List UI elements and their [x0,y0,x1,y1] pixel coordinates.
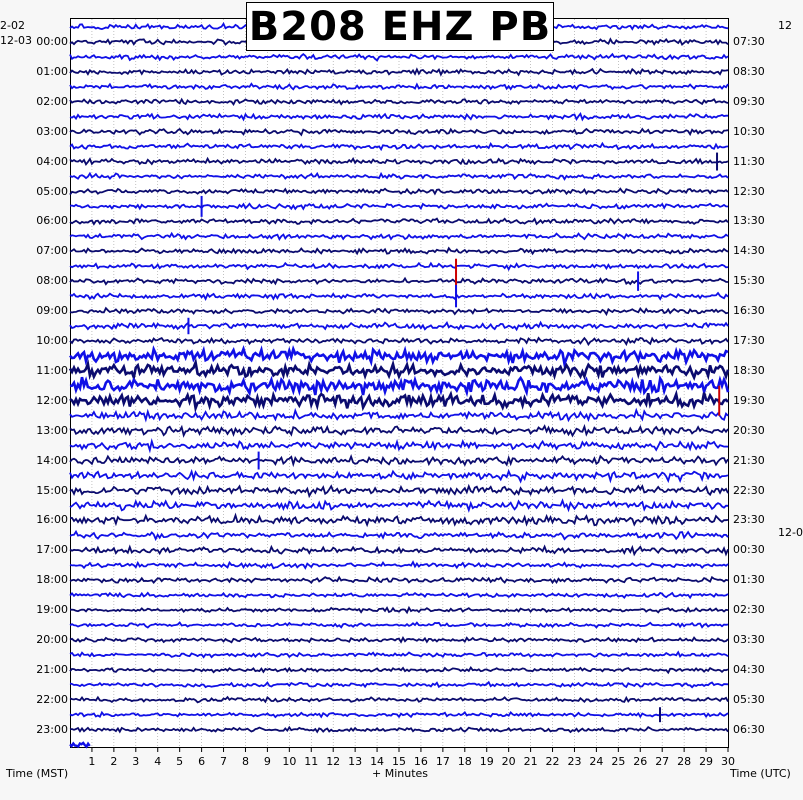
left-hour-label: 15:00 [36,483,68,497]
x-tick-label: 23 [567,755,582,768]
left-hour-label: 23:00 [36,722,68,736]
left-hour-label: 07:00 [36,244,68,258]
right-hour-label: 03:30 [733,633,765,646]
trace-row [70,727,728,732]
left-date-second: 12-03 [0,34,32,47]
x-tick-label: 18 [457,755,472,768]
x-tick-label: 4 [154,755,162,768]
x-tick-label: 19 [479,755,494,768]
left-hour-label: 12:00 [36,393,68,407]
right-hour-label: 11:30 [733,154,765,168]
right-date-mid: 12-0 [778,526,803,539]
x-tick-label: 30 [721,755,735,768]
left-hour-label: 06:00 [36,214,68,228]
x-tick-label: 28 [677,755,692,768]
right-hour-label: 23:30 [733,513,765,527]
x-tick-label: 5 [176,755,184,768]
right-date-top: 12 [778,19,792,32]
x-tick-label: 15 [392,755,406,768]
right-hour-label: 05:30 [733,692,765,706]
x-tick-label: 8 [241,755,249,768]
trace-row [70,515,728,525]
x-axis-title: + Minutes [372,767,429,780]
x-tick-label: 16 [413,755,428,768]
right-hour-label: 09:30 [733,94,765,108]
right-hour-label: 04:30 [733,662,765,676]
left-date-top: 2-02 [0,19,25,32]
trace-row [70,393,728,409]
left-hour-label: 19:00 [36,603,68,617]
right-hour-label: 18:30 [733,363,765,377]
left-hour-label: 18:00 [36,573,68,587]
left-hour-label: 08:00 [36,274,68,288]
x-tick-label: 2 [110,755,118,768]
right-hour-label: 00:30 [733,543,765,557]
x-tick-label: 21 [523,755,538,768]
trace-row [70,159,728,165]
left-hour-label: 11:00 [36,363,68,377]
left-hour-label: 05:00 [36,184,68,198]
trace-row [70,712,728,717]
station-title-box [246,2,554,51]
station-title: B208 EHZ PB [248,3,552,50]
x-tick-label: 27 [655,755,670,768]
left-hour-label: 04:00 [36,154,68,168]
x-tick-label: 1 [88,755,96,768]
right-hour-label: 06:30 [733,722,765,736]
x-tick-label: 7 [220,755,228,768]
left-axis-title: Time (MST) [6,767,69,780]
right-hour-label: 19:30 [733,393,765,407]
trace-row-partial [70,743,90,747]
right-hour-label: 20:30 [733,423,765,437]
right-axis-title: Time (UTC) [730,767,791,780]
x-tick-label: 9 [263,755,271,768]
right-hour-label: 08:30 [733,64,765,78]
left-hour-label: 14:00 [36,453,68,467]
right-hour-label: 21:30 [733,453,765,467]
x-tick-label: 29 [699,755,714,768]
x-tick-label: 22 [545,755,560,768]
right-hour-label: 02:30 [733,603,765,617]
x-tick-label: 17 [435,755,450,768]
right-hour-label: 16:30 [733,304,765,318]
left-hour-label: 13:00 [36,423,68,437]
trace-row [70,638,728,643]
right-hour-label: 01:30 [733,573,765,587]
left-hour-label: 00:00 [36,35,68,48]
right-hour-label: 13:30 [733,214,765,228]
left-hour-label: 03:00 [36,124,68,138]
right-hour-label: 15:30 [733,274,765,288]
left-hour-label: 21:00 [36,662,68,676]
left-hour-label: 20:00 [36,633,68,646]
x-tick-label: 26 [633,755,648,768]
x-tick-label: 6 [198,755,206,768]
trace-row [70,144,728,150]
x-tick-label: 20 [501,755,516,768]
x-tick-label: 12 [326,755,341,768]
x-tick-label: 3 [132,755,140,768]
left-hour-label: 01:00 [36,64,68,78]
x-tick-label: 25 [611,755,626,768]
left-hour-label: 22:00 [36,692,68,706]
right-hour-label: 22:30 [733,483,765,497]
trace-row [70,623,728,628]
x-tick-label: 24 [589,755,604,768]
x-tick-label: 10 [282,755,297,768]
x-tick-label: 11 [304,755,319,768]
right-hour-label: 12:30 [733,184,765,198]
left-hour-label: 10:00 [36,334,68,347]
x-tick-label: 13 [348,755,363,768]
right-hour-label: 10:30 [733,124,765,138]
right-hour-label: 17:30 [733,334,765,347]
trace-row [70,562,728,568]
trace-row [70,577,728,583]
x-tick-label: 14 [370,755,385,768]
left-hour-label: 02:00 [36,94,68,108]
trace-row [70,248,728,253]
left-hour-label: 17:00 [36,543,68,557]
right-hour-label: 07:30 [733,35,765,48]
left-hour-label: 09:00 [36,304,68,318]
right-hour-label: 14:30 [733,244,765,258]
left-hour-label: 16:00 [36,513,68,527]
